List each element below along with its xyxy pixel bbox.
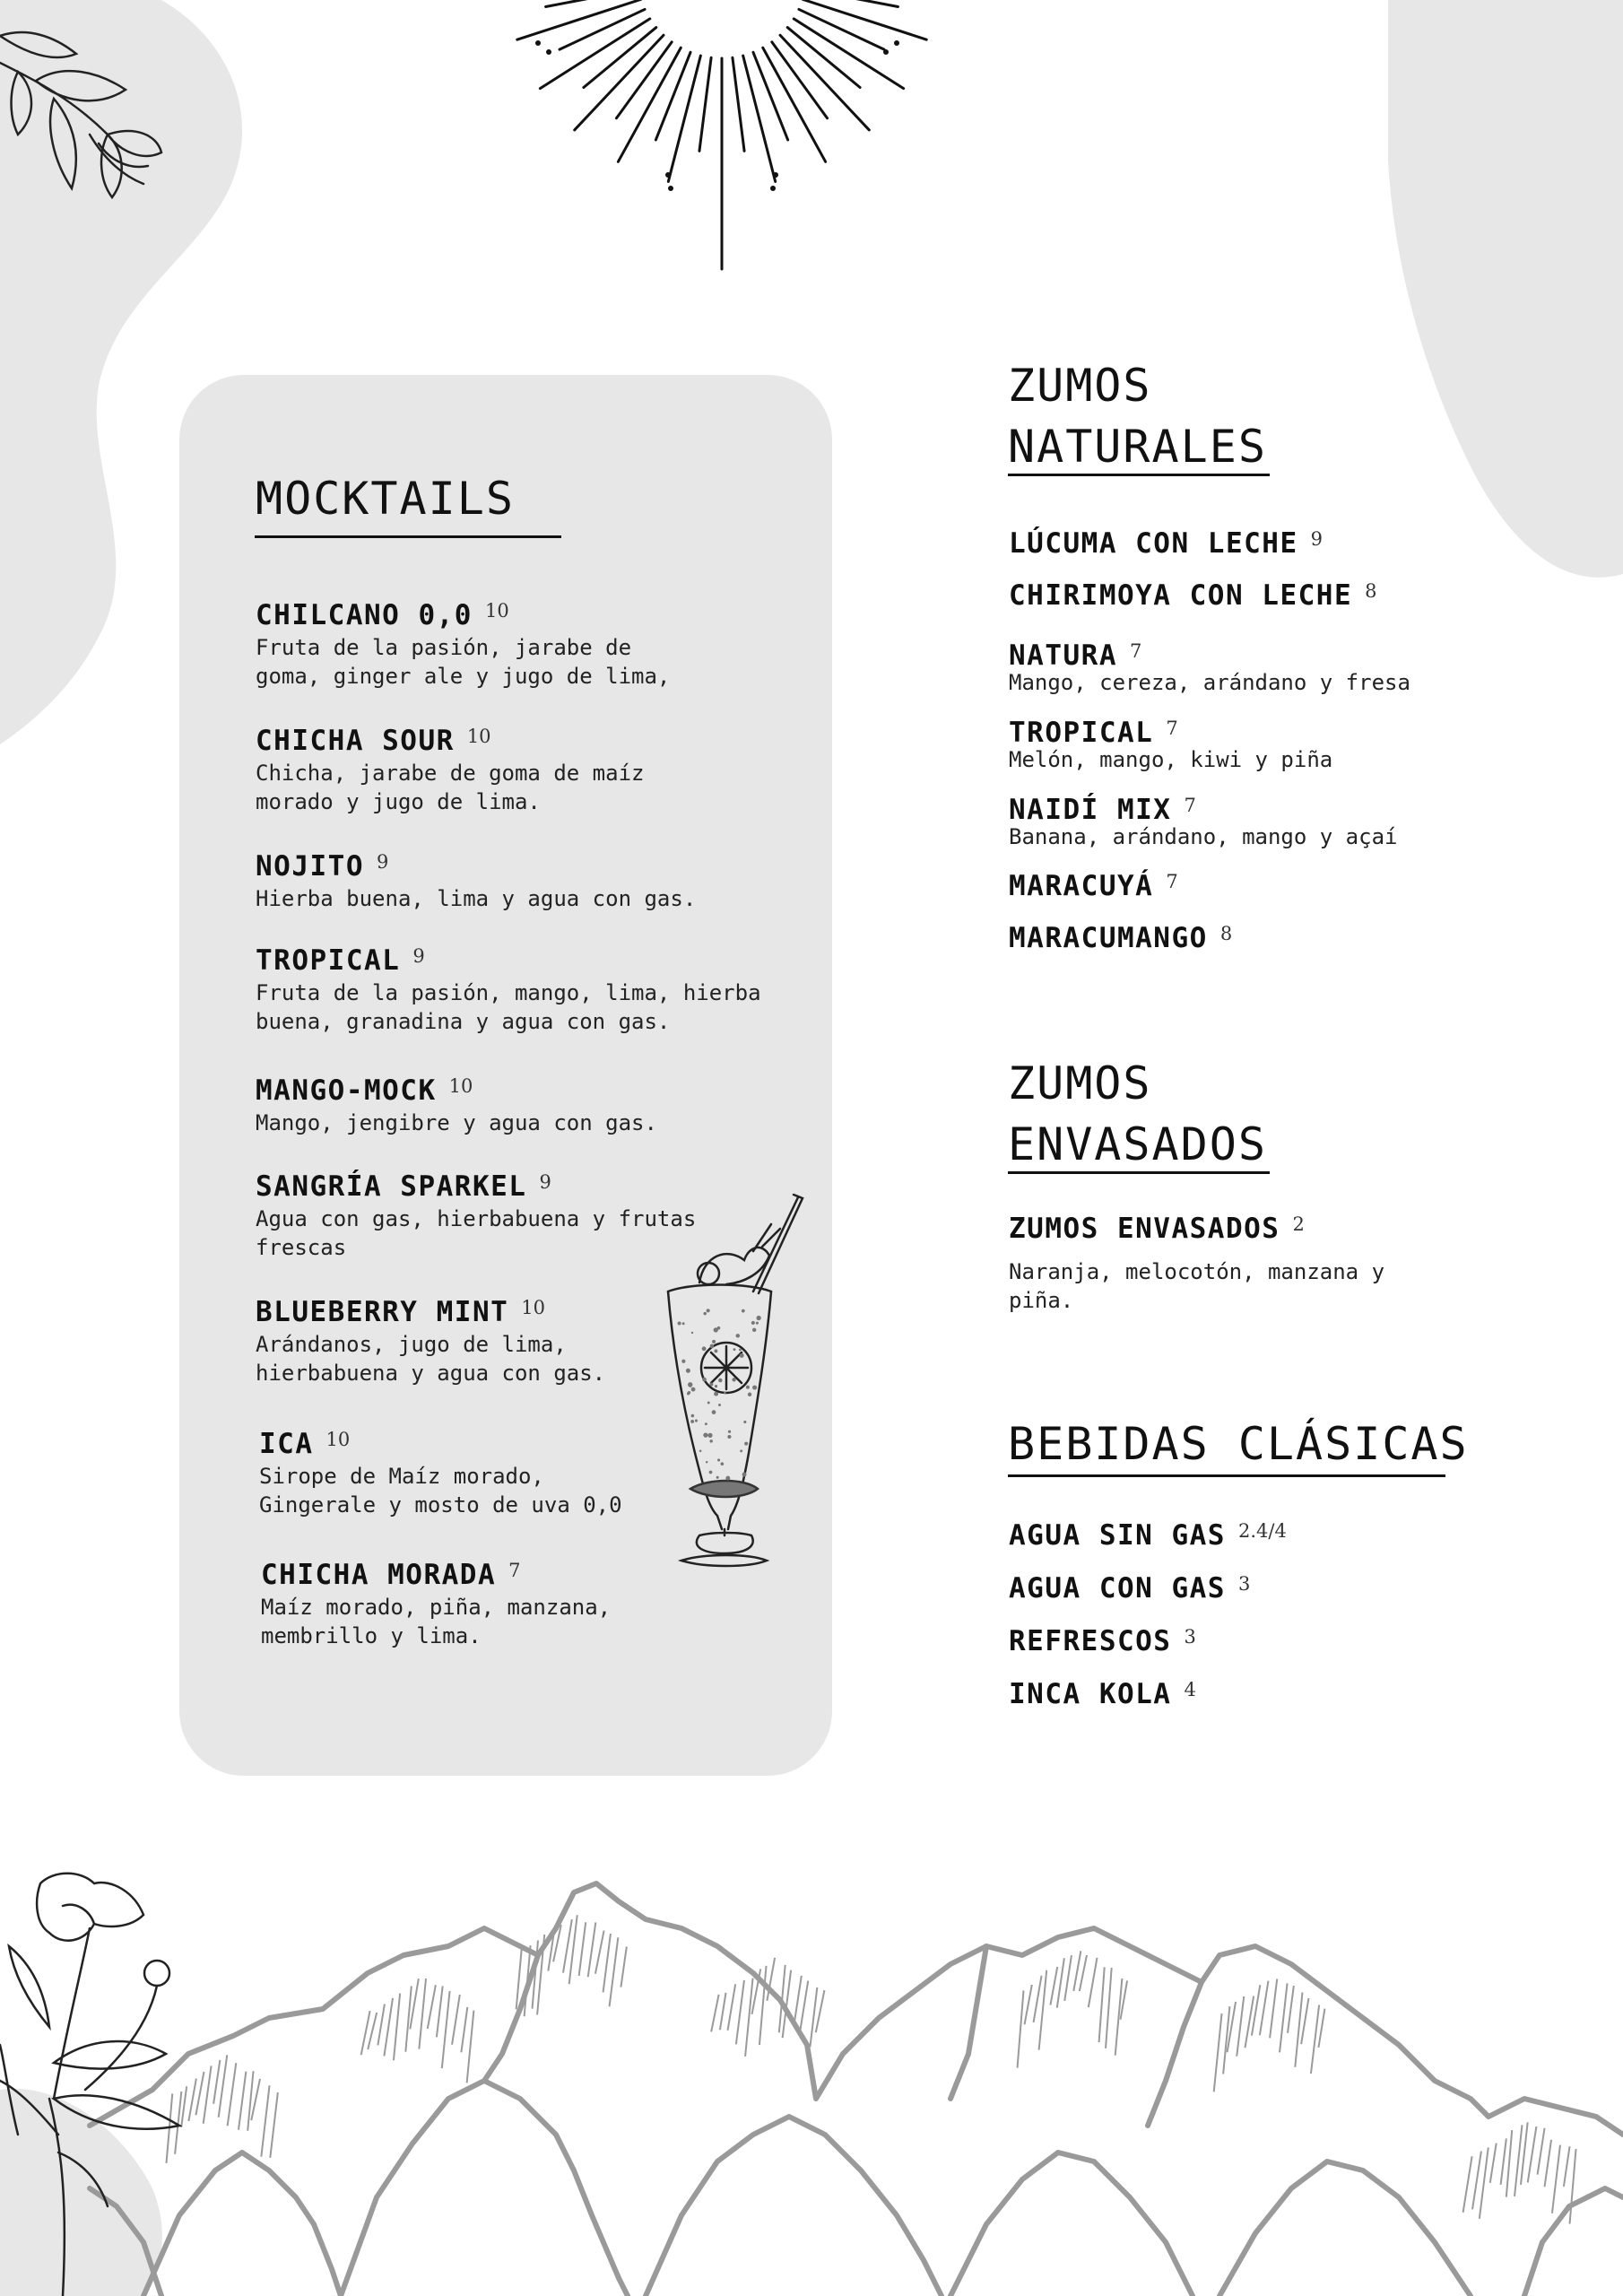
bebidas-clasicas-title: BEBIDAS CLÁSICAS	[1008, 1418, 1469, 1470]
item-price: 7	[1166, 718, 1178, 739]
item-description: Fruta de la pasión, jarabe de goma, ginger ale y jugo de lima,	[256, 635, 671, 689]
item-name: AGUA SIN GAS	[1009, 1519, 1226, 1552]
item-name: CHICHA SOUR	[256, 725, 455, 757]
item-price: 10	[484, 600, 509, 622]
mocktails-title: MOCKTAILS	[256, 473, 515, 525]
item-name: CHILCANO 0,0	[256, 599, 473, 631]
item-name: NATURA	[1009, 639, 1117, 672]
item-name: MARACUMANGO	[1009, 922, 1208, 954]
item-price: 9	[412, 945, 425, 967]
item-price: 7	[1129, 640, 1142, 662]
item-description: Hierba buena, lima y agua con gas.	[256, 886, 697, 911]
item-description: Sirope de Maíz morado, Gingerale y mosto de uva 0,0	[259, 1464, 622, 1518]
item-description: Fruta de la pasión, mango, lima, hierba buena, granadina y agua con gas.	[256, 980, 761, 1034]
item-name: TROPICAL	[256, 944, 401, 977]
item-name: CHIRIMOYA CON LECHE	[1009, 579, 1353, 612]
item-description: Agua con gas, hierbabuena y frutas frescas	[256, 1206, 697, 1260]
item-description: Banana, arándano, mango y açaí	[1009, 824, 1398, 849]
item-name: INCA KOLA	[1009, 1678, 1172, 1710]
item-name: SANGRÍA SPARKEL	[256, 1170, 527, 1203]
item-name: BLUEBERRY MINT	[256, 1296, 509, 1328]
item-description: Naranja, melocotón, manzana y piña.	[1009, 1259, 1385, 1313]
item-name: AGUA CON GAS	[1009, 1572, 1226, 1605]
item-price: 3	[1184, 1626, 1196, 1648]
zumos-envasados-title: ZUMOS ENVASADOS	[1008, 1057, 1267, 1170]
item-name: CHICHA MORADA	[261, 1559, 497, 1591]
item-name: REFRESCOS	[1009, 1625, 1172, 1657]
item-description: Arándanos, jugo de lima, hierbabuena y agua con gas.	[256, 1332, 606, 1386]
item-price: 9	[1310, 528, 1323, 550]
item-price: 4	[1184, 1679, 1196, 1700]
item-description: Chicha, jarabe de goma de maíz morado y jugo de lima.	[256, 761, 645, 814]
item-description: Maíz morado, piña, manzana, membrillo y lima.	[261, 1595, 612, 1648]
item-name: TROPICAL	[1009, 717, 1154, 749]
item-name: NOJITO	[256, 850, 364, 883]
item-price: 3	[1237, 1573, 1251, 1595]
item-name: LÚCUMA CON LECHE	[1009, 527, 1298, 560]
item-price: 10	[325, 1429, 351, 1450]
item-name: MANGO-MOCK	[256, 1074, 437, 1107]
item-name: MARACUYÁ	[1009, 870, 1154, 902]
item-price: 2.4/4	[1237, 1520, 1287, 1542]
item-price: 10	[466, 726, 491, 747]
zumos-naturales-title: ZUMOS NATURALES	[1008, 360, 1267, 473]
item-description: Mango, jengibre y agua con gas.	[256, 1110, 657, 1135]
item-price: 8	[1219, 923, 1233, 944]
item-price: 2	[1292, 1213, 1305, 1235]
item-description: Mango, cereza, arándano y fresa	[1009, 670, 1410, 695]
item-price: 7	[1166, 871, 1178, 892]
item-name: NAIDÍ MIX	[1009, 794, 1172, 826]
item-price: 9	[376, 851, 389, 873]
item-price: 7	[508, 1560, 521, 1581]
item-price: 7	[1184, 795, 1196, 816]
item-price: 10	[521, 1297, 546, 1318]
item-name: ZUMOS ENVASADOS	[1009, 1213, 1280, 1245]
item-price: 9	[539, 1171, 551, 1193]
item-name: ICA	[259, 1428, 314, 1460]
item-price: 8	[1365, 580, 1377, 602]
item-description: Melón, mango, kiwi y piña	[1009, 747, 1333, 772]
item-price: 10	[448, 1075, 473, 1097]
